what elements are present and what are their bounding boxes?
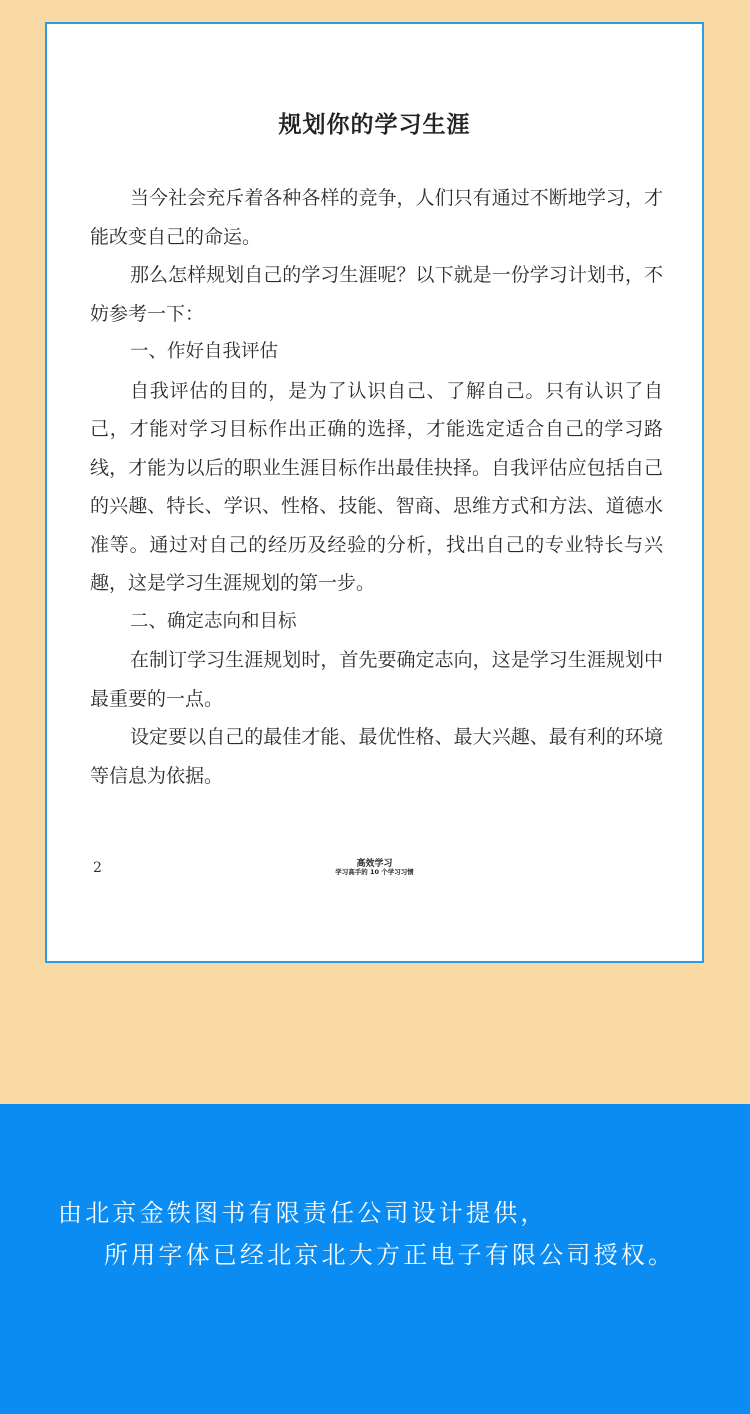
footer-brand <box>47 860 702 876</box>
credit-line-design: 由北京金铁图书有限责任公司设计提供， <box>58 1199 548 1227</box>
credit-banner <box>0 1104 750 1414</box>
page-title: 规划你的学习生涯 <box>278 111 471 138</box>
paragraph-self-assessment: 自我评估的目的，是为了认识自己、了解自己。只有认识了自己，才能对学习目标作出正确的选择，才能选定适合自己的学习路线，才能为以后的职业生涯目标作出最佳抉择。自我评估应包括自己的兴趣、特长、学识、性格、技能、智商、思维方式和方法、道德水准等。通过对自己的经历及经验的分析，找出自己的专业特长与兴趣，这是学习生涯规划的第一步。 <box>90 379 663 594</box>
footer-brand-subtitle: 学习高手的 10 个学习习惯 <box>335 868 414 877</box>
paragraph-criteria: 设定要以自己的最佳才能、最优性格、最大兴趣、最有利的环境等信息为依据。 <box>90 726 663 787</box>
section-heading-2: 二、确定志向和目标 <box>130 610 297 632</box>
page-number: 2 <box>93 860 102 876</box>
credit-line-font: 所用字体已经北京北大方正电子有限公司授权。 <box>104 1241 676 1269</box>
footer-brand-title: 高效学习 <box>356 859 393 869</box>
section-heading-1: 一、作好自我评估 <box>130 341 279 362</box>
page-body <box>90 179 663 795</box>
paragraph-intro: 当今社会充斥着各种各样的竞争，人们只有通过不断地学习，才能改变自己的命运。 <box>90 187 663 248</box>
paragraph-goals: 在制订学习生涯规划时，首先要确定志向，这是学习生涯规划中最重要的一点。 <box>90 649 663 710</box>
paragraph-question: 那么怎样规划自己的学习生涯呢？以下就是一份学习计划书，不妨参考一下： <box>90 264 663 325</box>
book-page <box>45 22 704 963</box>
